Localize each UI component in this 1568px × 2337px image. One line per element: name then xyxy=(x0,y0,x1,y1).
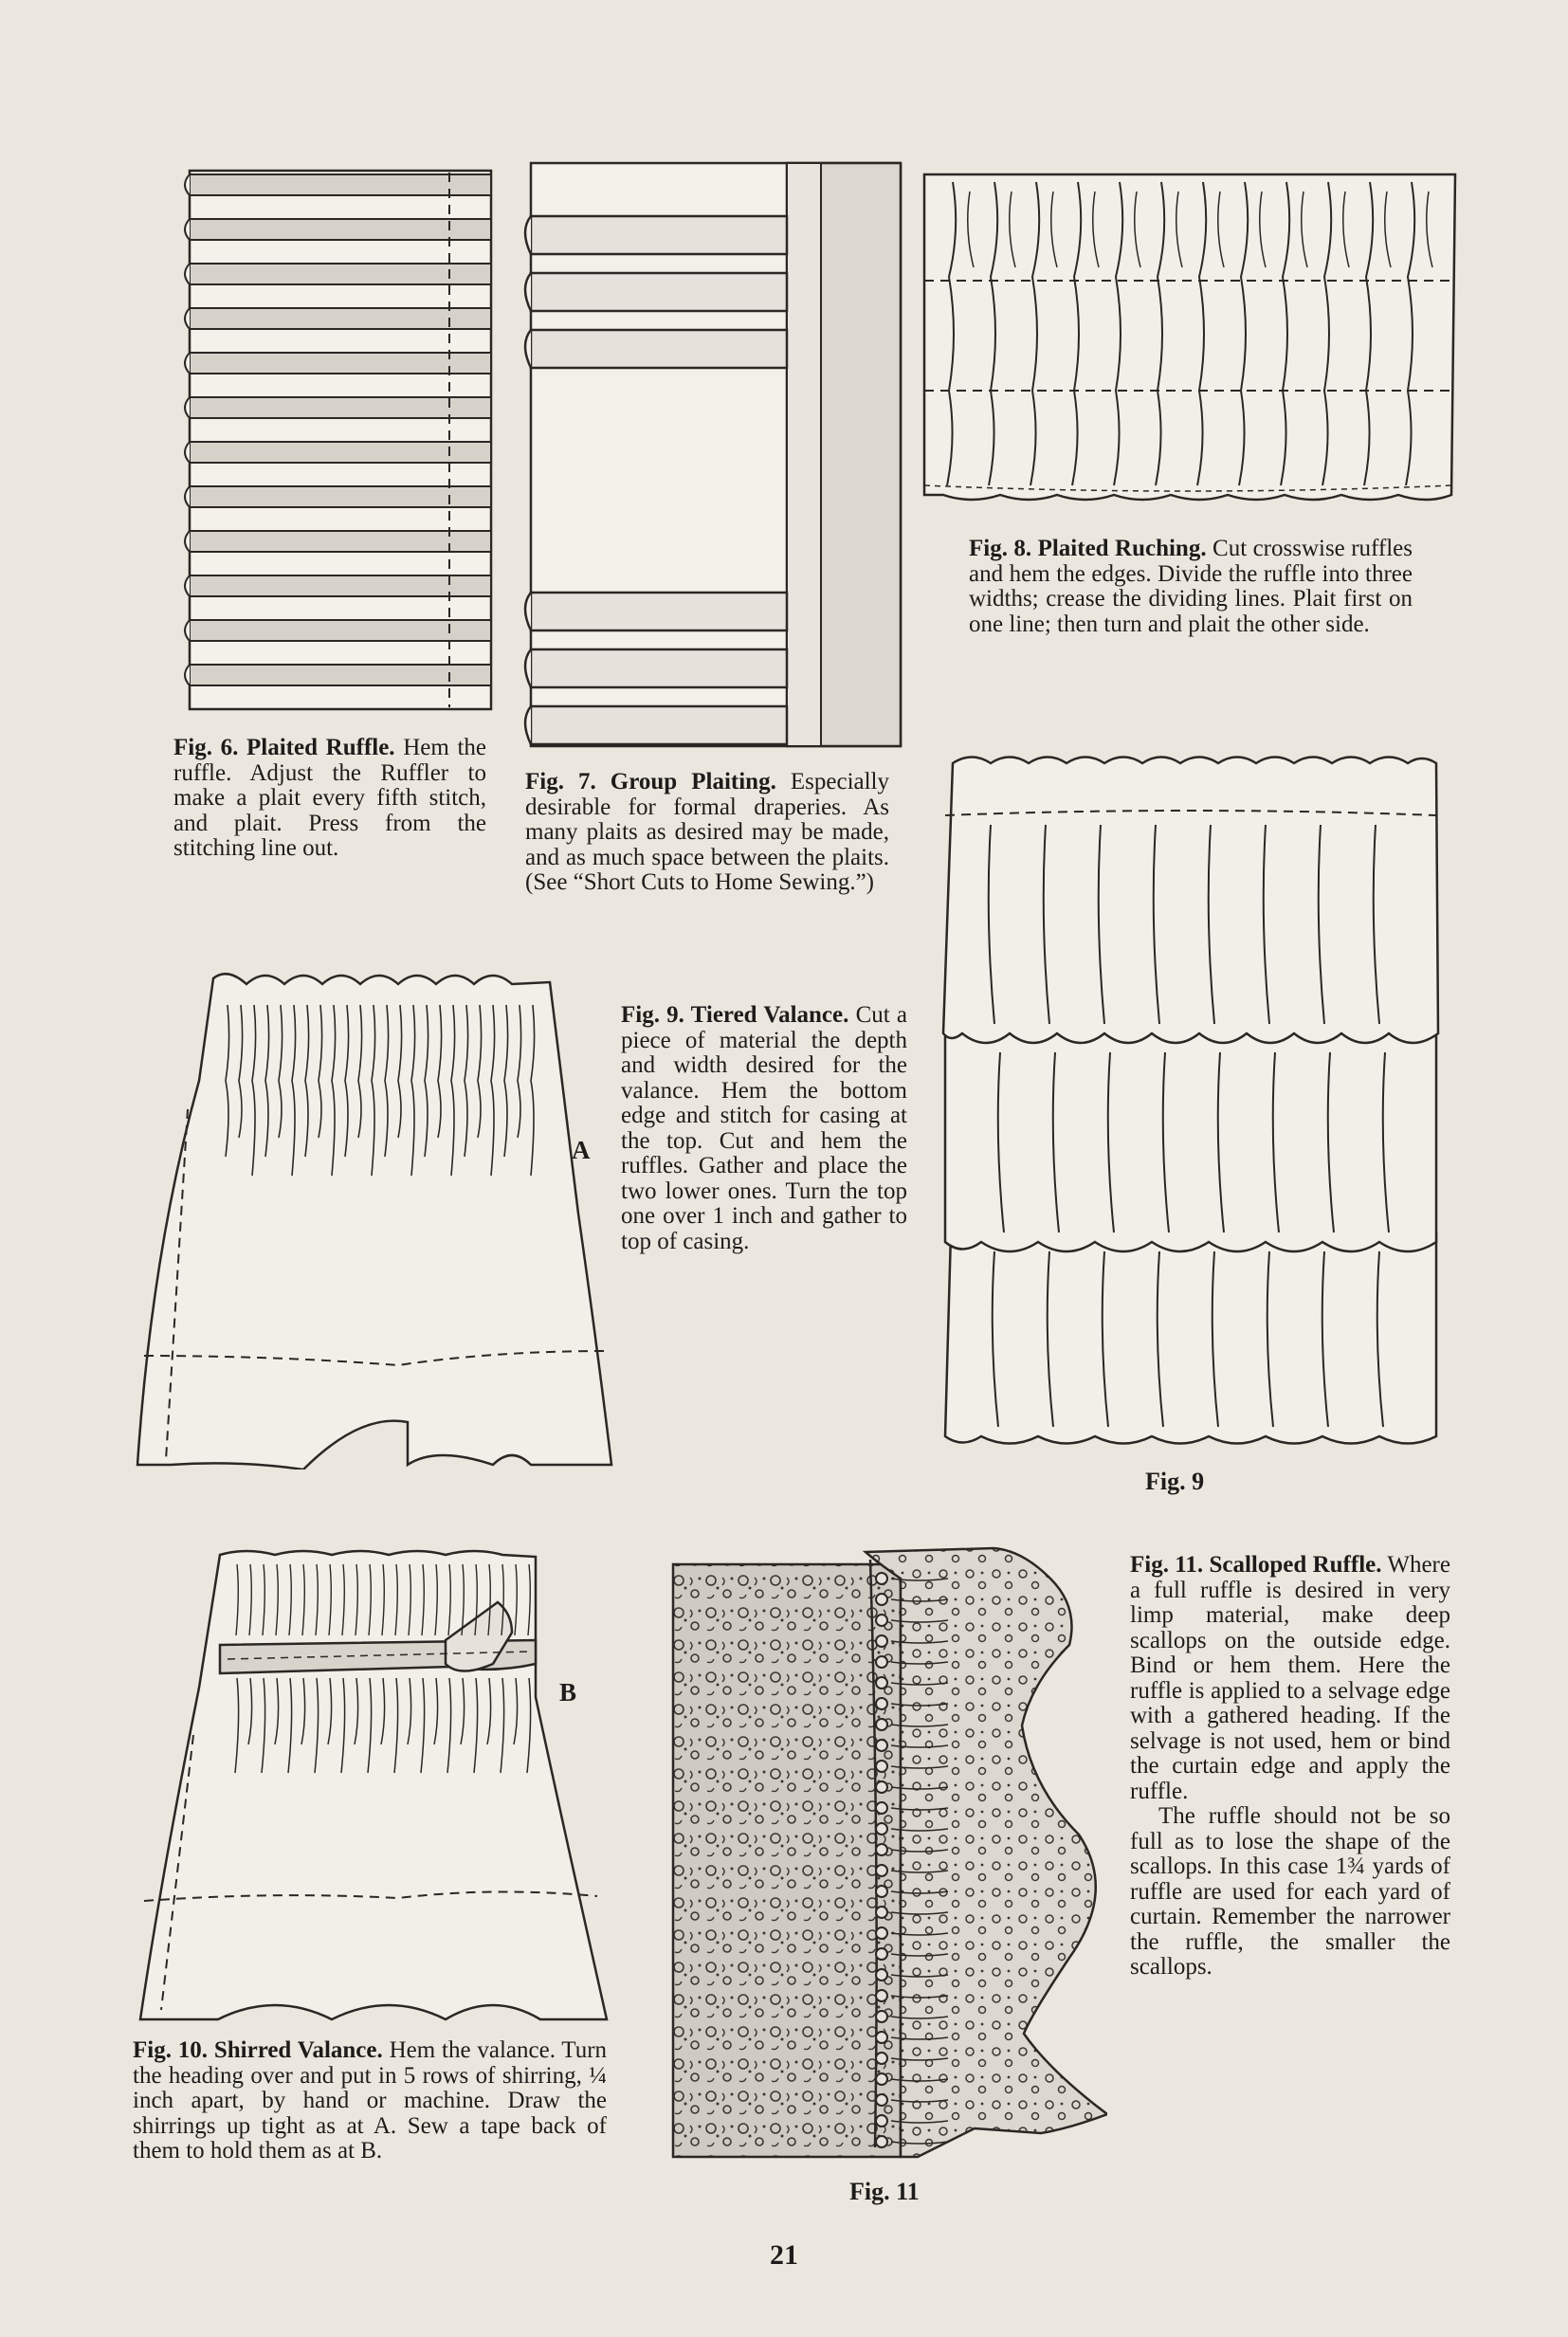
fig10-label-b: B xyxy=(559,1678,577,1707)
fig11-caption xyxy=(1130,1553,1450,1981)
fig11-label: Fig. 11 xyxy=(849,2178,920,2205)
fig7-title: Fig. 7. Group Plaiting. xyxy=(525,769,776,794)
fig8-caption xyxy=(969,537,1413,637)
fig6-title: Fig. 6. Plaited Ruffle. xyxy=(173,735,395,760)
fig7-illustration xyxy=(520,161,903,751)
fig9-caption xyxy=(621,1003,907,1254)
fig10-caption xyxy=(133,2038,607,2164)
fig6-illustration xyxy=(178,169,501,714)
fig8-illustration xyxy=(915,163,1465,514)
page-number: 21 xyxy=(770,2239,798,2271)
fig6-text: Hem the ruffle. Adjust the Ruffler to make a plait every fifth stitch, and plait. Press from the stitching line out. xyxy=(173,735,487,861)
fig9-label: Fig. 9 xyxy=(1145,1468,1205,1495)
fig11-text: Where a full ruffle is desired in very limp material, make deep scallops on the outside edge. Bind or hem them. Here the ruffle is applied to a selvage edge with a gathered heading. If the selvage is not used, hem or bind the curtain edge and apply the ruffle. xyxy=(1130,1552,1450,1804)
fig7-caption xyxy=(525,770,889,896)
fig9-illustration xyxy=(934,749,1446,1451)
fig10-title: Fig. 10. Shirred Valance. xyxy=(133,2037,383,2063)
fig9a-illustration xyxy=(133,967,616,1470)
fig8-title: Fig. 8. Plaited Ruching. xyxy=(969,536,1207,561)
fig11-text2: The ruffle should not be so full as to lose the shape of the scallops. In this case 1¾ yards of ruffle are used for each yard of curtain. Remember the narrower the ruffle, the smaller the scallops. xyxy=(1130,1803,1450,1980)
fig8-text: Cut crosswise ruffles and hem the edges. Divide the ruffle into three widths; crease the dividing lines. Plait first on one line; then turn and plait the other side. xyxy=(969,536,1413,637)
fig10-label-a: A xyxy=(572,1136,591,1164)
fig11-illustration xyxy=(671,1541,1107,2162)
fig9-title: Fig. 9. Tiered Valance. xyxy=(621,1002,849,1028)
fig7-text: Especially desirable for formal draperies. As many plaits as desired may be made, and as much space between the plaits. (See “Short Cuts to Home Sewing.”) xyxy=(525,769,890,895)
fig10-illustration xyxy=(133,1545,616,2024)
fig9-text: Cut a piece of material the depth and width desired for the valance. Hem the bottom edge and stitch for casing at the top. Cut and hem the ruffles. Gather and place the two lower ones. Turn the top one over 1 inch and gather to top of casing. xyxy=(621,1002,907,1254)
fig11-title: Fig. 11. Scalloped Ruffle. xyxy=(1130,1552,1382,1578)
fig6-caption xyxy=(173,736,486,862)
fig10-text: Hem the valance. Turn the heading over and put in 5 rows of shirring, ¼ inch apart, by hand or machine. Draw the shirrings up tight as at A. Sew a tape back of them to hold them as at B. xyxy=(133,2037,608,2164)
